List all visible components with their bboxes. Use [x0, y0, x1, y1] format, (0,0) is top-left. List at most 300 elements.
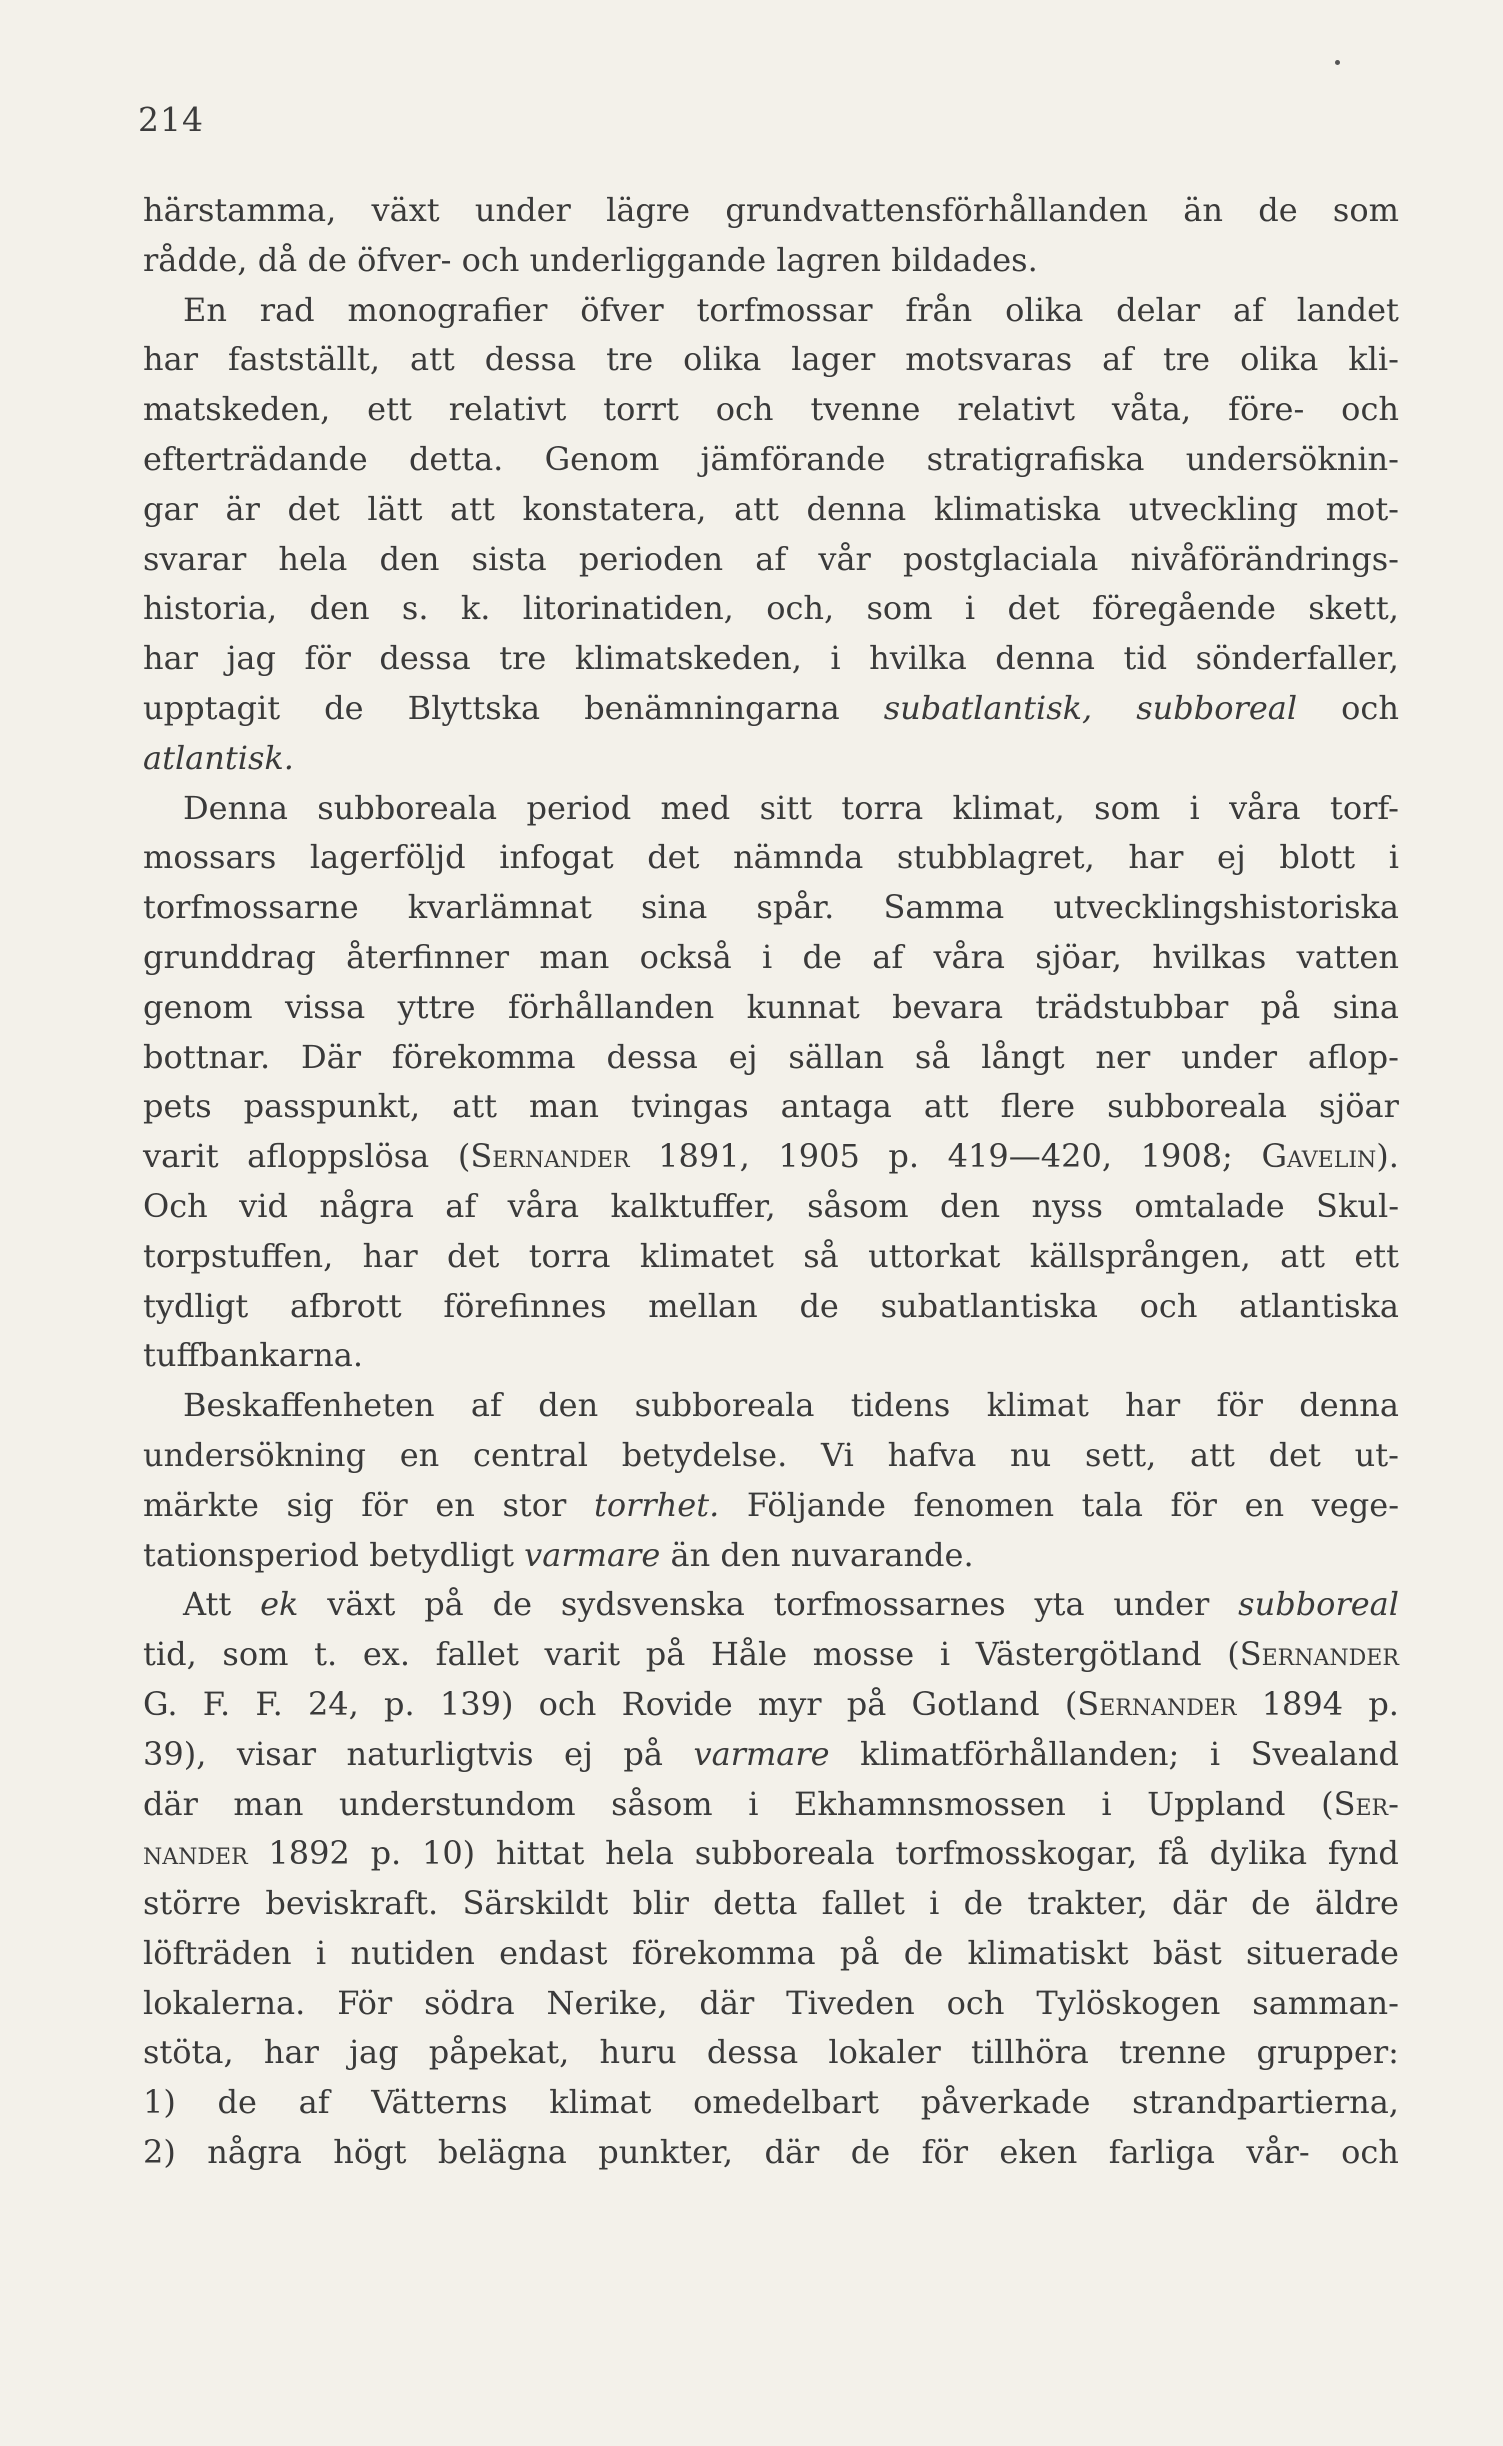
word: torfmossarne — [143, 888, 359, 927]
word: eken — [999, 2133, 1078, 2172]
word: F. — [255, 1684, 283, 1723]
word: utveckling — [1128, 489, 1299, 528]
word: föregående — [1092, 589, 1276, 628]
text-line — [143, 1680, 1399, 1730]
word: förhållanden — [507, 987, 715, 1026]
word: subboreala — [634, 1386, 815, 1425]
text-line — [143, 684, 1399, 734]
word: med — [660, 788, 731, 827]
text-line — [143, 1531, 1399, 1581]
word: Blyttska — [407, 688, 541, 727]
word: trenne — [1119, 2033, 1227, 2072]
word: det — [287, 489, 340, 528]
word: torf- — [1329, 788, 1399, 827]
word: våra — [933, 937, 1005, 976]
word: rådde, — [143, 240, 248, 279]
word: Svealand — [1250, 1734, 1399, 1773]
word: underliggande — [529, 240, 767, 279]
word: har — [263, 2033, 319, 2072]
word: påpekat, — [428, 2033, 570, 2072]
word: motsvaras — [905, 340, 1073, 379]
word: grundvattensförhållanden — [725, 191, 1148, 229]
word: dessa — [606, 1037, 698, 1076]
word: i — [939, 1635, 951, 1674]
word: mosse — [812, 1635, 915, 1674]
word: stöta, — [143, 2033, 234, 2072]
word: det — [447, 1236, 500, 1275]
word: undersöknin- — [1185, 439, 1399, 478]
word: äldre — [1314, 1884, 1399, 1923]
word: tationsperiod — [143, 1535, 360, 1574]
word: växt — [371, 191, 440, 229]
word: ett — [1354, 1236, 1399, 1275]
word: dessa — [706, 2033, 799, 2072]
text-line — [143, 734, 1399, 784]
word: Tiveden — [786, 1983, 915, 2022]
word: flere — [1000, 1087, 1076, 1126]
word: få — [1157, 1834, 1189, 1873]
word: de — [850, 2133, 891, 2172]
word: nu — [1010, 1435, 1052, 1474]
word: 1892 — [268, 1834, 350, 1873]
text-line — [143, 1381, 1399, 1431]
word: af — [470, 1386, 502, 1425]
word: den — [379, 539, 440, 578]
word: på — [645, 1635, 686, 1674]
word: s. — [401, 589, 429, 628]
word: än — [670, 1535, 711, 1574]
word: genom — [143, 987, 253, 1026]
word: p. — [1368, 1684, 1399, 1723]
word: dylika — [1209, 1834, 1308, 1873]
text-line — [143, 1979, 1399, 2029]
word: och — [1341, 390, 1399, 429]
word: fallet — [821, 1884, 905, 1923]
word: jag — [226, 639, 276, 678]
word: dessa — [484, 340, 577, 379]
word: större — [143, 1884, 242, 1923]
word: nutiden — [350, 1933, 475, 1972]
word: p. — [370, 1834, 402, 1873]
word: skett, — [1308, 589, 1399, 628]
word: och — [946, 1983, 1005, 2022]
word: där — [764, 2133, 820, 2172]
word: sjöar, — [1035, 937, 1122, 976]
word: historia, — [143, 589, 278, 628]
word: ett — [367, 390, 412, 429]
word: att — [1190, 1435, 1235, 1474]
word: Håle — [710, 1635, 788, 1674]
word: Gotland — [911, 1684, 1040, 1723]
word: betydelse. — [621, 1435, 788, 1474]
word: tre — [606, 340, 654, 379]
text-line — [143, 1879, 1399, 1929]
word: tydligt — [143, 1286, 249, 1325]
word: betydligt — [369, 1535, 514, 1574]
word: våra — [1229, 788, 1301, 827]
word: olika — [1240, 340, 1319, 379]
word: vid — [239, 1186, 288, 1225]
word: torpstuffen, — [143, 1236, 334, 1275]
word: blott — [1279, 838, 1356, 877]
word: för — [361, 1485, 408, 1524]
word: postglaciala — [902, 539, 1099, 578]
word: Vätterns — [371, 2083, 508, 2122]
word: klimatet — [639, 1236, 774, 1275]
word: Där — [300, 1037, 361, 1076]
word: Skul- — [1316, 1186, 1399, 1225]
word: tid — [1123, 639, 1168, 678]
word: stratigrafiska — [926, 439, 1145, 478]
word: Samma — [883, 888, 1005, 927]
text-line — [143, 1630, 1399, 1680]
word: efterträdande — [143, 439, 368, 478]
word: monografier — [347, 290, 548, 329]
word: såsom — [611, 1784, 713, 1823]
word: 39), — [143, 1734, 207, 1773]
word: för — [1216, 1386, 1263, 1425]
word: öfver — [580, 290, 664, 329]
word: i — [1101, 1784, 1112, 1823]
word: nivåförändrings- — [1130, 539, 1399, 578]
word: bäst — [1152, 1933, 1222, 1972]
text-line — [143, 1580, 1399, 1630]
word: sällan — [788, 1037, 885, 1076]
word: ner — [1095, 1037, 1151, 1076]
word: och — [538, 1684, 597, 1723]
word: och — [461, 240, 520, 279]
text-line — [143, 784, 1399, 834]
word: och, — [766, 589, 835, 628]
word: lagren — [776, 240, 881, 279]
word: 24, — [307, 1684, 359, 1723]
word: öfver- — [357, 240, 452, 279]
word: Rovide — [621, 1684, 733, 1723]
word: tillhöra — [971, 2033, 1089, 2072]
text-line — [143, 983, 1399, 1033]
word: har — [143, 340, 198, 379]
word: kli- — [1348, 340, 1399, 379]
page-number: 214 — [138, 100, 204, 139]
word: växt — [327, 1585, 396, 1624]
word: passpunkt, — [243, 1087, 421, 1126]
word: tvenne — [810, 390, 921, 429]
word: lägre — [606, 191, 691, 229]
word: ej — [564, 1734, 593, 1773]
word: har — [1125, 1386, 1181, 1425]
word: sina — [640, 888, 708, 927]
word: lätt — [367, 489, 423, 528]
word: ek — [260, 1585, 299, 1624]
word: varmare — [524, 1535, 661, 1574]
word: den — [940, 1186, 1001, 1225]
word: mellan — [648, 1286, 758, 1325]
word: Ekhamnsmossen — [794, 1784, 1066, 1823]
word: klimatförhållanden; — [860, 1734, 1180, 1773]
word: detta. — [408, 439, 504, 478]
text-line — [143, 1082, 1399, 1132]
word: vår — [818, 539, 871, 578]
word: 1) — [143, 2083, 176, 2122]
word: klimatskeden, — [574, 639, 802, 678]
word: under — [474, 191, 571, 229]
word: att — [923, 1087, 969, 1126]
word: i — [830, 639, 841, 678]
word: 10) — [421, 1834, 476, 1873]
word: sönderfaller, — [1195, 639, 1399, 678]
word: Att — [183, 1585, 232, 1624]
word: olika — [683, 340, 762, 379]
word: fynd — [1327, 1834, 1399, 1873]
word: omedelbart — [693, 2083, 879, 2122]
word: några — [319, 1186, 414, 1225]
word: 1894 — [1261, 1684, 1344, 1723]
word: vatten — [1296, 937, 1399, 976]
text-line — [143, 2128, 1399, 2178]
word: grupper: — [1256, 2033, 1399, 2072]
word: tidens — [850, 1386, 951, 1425]
text-line — [143, 485, 1399, 535]
word: stubblagret, — [896, 838, 1095, 877]
word: yttre — [397, 987, 476, 1026]
text-line — [143, 385, 1399, 435]
word: på — [846, 1684, 887, 1723]
word: sett, — [1085, 1435, 1157, 1474]
word: relativt — [448, 390, 567, 429]
word: För — [337, 1983, 393, 2022]
word: lokalerna. — [143, 1983, 306, 2022]
word: Följande — [746, 1485, 886, 1524]
word: mot- — [1325, 489, 1399, 528]
word: hvilka — [869, 639, 967, 678]
word: förefinnes — [443, 1286, 607, 1325]
word: har — [1128, 838, 1184, 877]
word: Och — [143, 1186, 208, 1225]
word: antaga — [780, 1087, 892, 1126]
word: samman- — [1252, 1983, 1399, 2022]
word: F. — [202, 1684, 231, 1723]
text-line — [143, 435, 1399, 485]
word: central — [473, 1435, 588, 1474]
word: subboreal — [1238, 1585, 1399, 1624]
word: och — [1341, 2133, 1399, 2172]
word: Denna — [183, 788, 288, 827]
word: torrhet. — [593, 1485, 720, 1524]
text-line — [143, 634, 1399, 684]
word: landet — [1296, 290, 1399, 329]
word: att — [450, 489, 495, 528]
word: 419—420, — [947, 1137, 1112, 1176]
word: klimat, — [952, 788, 1065, 827]
word: Genom — [544, 439, 660, 478]
word: perioden — [578, 539, 724, 578]
word: hittat — [495, 1834, 585, 1873]
word: torra — [528, 1236, 611, 1275]
word: bevara — [892, 987, 1004, 1026]
word: det — [647, 838, 700, 877]
text-line — [143, 1929, 1399, 1979]
text-line — [143, 186, 1399, 236]
text-line — [143, 1282, 1399, 1332]
word: punkter, — [598, 2133, 734, 2172]
word: tvingas — [630, 1087, 749, 1126]
word: subboreala — [694, 1834, 875, 1873]
word: långt — [981, 1037, 1065, 1076]
word: förekomma — [631, 1933, 816, 1972]
word: under — [1181, 1037, 1278, 1076]
word: mossars — [143, 838, 277, 877]
word: de — [903, 1933, 944, 1972]
text-line — [143, 1829, 1399, 1879]
word: fallet — [435, 1635, 519, 1674]
word: vissa — [284, 987, 366, 1026]
word: myr — [757, 1684, 822, 1723]
word: löfträden — [143, 1933, 292, 1972]
word: klimatiska — [933, 489, 1102, 528]
word: torrt — [603, 390, 679, 429]
word: på — [623, 1734, 663, 1773]
word: hela — [605, 1834, 674, 1873]
word: 2) — [143, 2133, 176, 2172]
word: för — [304, 639, 351, 678]
word: trakter, — [1027, 1884, 1148, 1923]
word: påverkade — [920, 2083, 1091, 2122]
word: som — [222, 1635, 289, 1674]
word: klimatiskt — [967, 1933, 1129, 1972]
word: subatlantiska — [880, 1286, 1098, 1325]
word: visar — [236, 1734, 316, 1773]
word: varit — [143, 1137, 219, 1176]
word: under — [1113, 1585, 1210, 1624]
word: och — [1139, 1286, 1198, 1325]
word: nyss — [1031, 1186, 1103, 1225]
word: atlantisk. — [143, 738, 294, 777]
word: att — [409, 340, 455, 379]
word: i — [929, 1884, 940, 1923]
text-line — [143, 1431, 1399, 1481]
word: i — [315, 1933, 327, 1972]
text-line — [143, 335, 1399, 385]
word: (Sernander — [1064, 1684, 1237, 1723]
word: detta — [713, 1884, 798, 1923]
word: beviskraft. — [265, 1884, 439, 1923]
word: är — [225, 489, 260, 528]
word: understundom — [339, 1784, 576, 1823]
word: konstatera, — [522, 489, 707, 528]
word: subboreal — [1136, 688, 1298, 727]
word: subboreala — [317, 788, 498, 827]
word: för — [1170, 1485, 1217, 1524]
word: aflop- — [1307, 1037, 1399, 1076]
word: ex. — [362, 1635, 410, 1674]
word: bottnar. — [143, 1037, 271, 1076]
word: de — [1258, 191, 1298, 229]
word: undersökning — [143, 1435, 366, 1474]
word: på — [839, 1933, 880, 1972]
word: delar — [1116, 290, 1201, 329]
text-line — [143, 1730, 1399, 1780]
word: att — [452, 1087, 497, 1126]
word: de — [799, 1286, 839, 1325]
word: atlantiska — [1239, 1286, 1399, 1325]
word: torfmosskogar, — [895, 1834, 1138, 1873]
word: Nerike, — [546, 1983, 668, 2022]
word: som — [1332, 191, 1399, 229]
word: period — [526, 788, 632, 827]
word: blir — [632, 1884, 689, 1923]
word: p. — [888, 1137, 920, 1176]
word: ut- — [1354, 1435, 1399, 1474]
word: man — [528, 1087, 599, 1126]
word: klimat — [986, 1386, 1089, 1425]
word: trädstubbar — [1035, 987, 1229, 1026]
word: denna — [1299, 1386, 1399, 1425]
word: de — [492, 1585, 533, 1624]
word: fastställt, — [227, 340, 381, 379]
word: farliga — [1108, 2133, 1215, 2172]
word: endast — [499, 1933, 608, 1972]
word: en — [399, 1435, 440, 1474]
word: omtalade — [1134, 1186, 1285, 1225]
word: man — [539, 937, 610, 976]
word: af — [445, 1186, 477, 1225]
word: t. — [314, 1635, 338, 1674]
text-line — [143, 883, 1399, 933]
word: märkte — [143, 1485, 259, 1524]
word: hvilkas — [1152, 937, 1267, 976]
word: sig — [286, 1485, 334, 1524]
word: varmare — [693, 1734, 830, 1773]
word: tid, — [143, 1635, 197, 1674]
word: den — [309, 589, 370, 628]
word: af — [872, 937, 904, 976]
word: i — [762, 937, 773, 976]
word: i — [964, 589, 976, 628]
word: Beskaffenheten — [183, 1386, 435, 1425]
text-line — [143, 833, 1399, 883]
word: i — [1189, 788, 1200, 827]
word: belägna — [437, 2133, 567, 2172]
word: denna — [995, 639, 1095, 678]
word: vege- — [1311, 1485, 1399, 1524]
paper-speck — [1335, 60, 1340, 65]
word: torra — [841, 788, 924, 827]
word: de — [324, 688, 364, 727]
word: k. — [460, 589, 491, 628]
word: nämnda — [733, 838, 864, 877]
word: den — [720, 1535, 781, 1574]
word: de — [963, 1884, 1004, 1923]
word: denna — [806, 489, 907, 528]
word: litorinatiden, — [522, 589, 734, 628]
text-line — [143, 286, 1399, 336]
text-line — [143, 2028, 1399, 2078]
word: i — [1388, 838, 1399, 877]
word: huru — [599, 2033, 677, 2072]
word: återfinner — [346, 937, 510, 976]
word: den — [538, 1386, 599, 1425]
word: nuvarande. — [790, 1535, 974, 1574]
word: Västergötland — [975, 1635, 1202, 1674]
word: källsprången, — [1029, 1236, 1251, 1275]
word: subboreala — [1107, 1087, 1287, 1126]
word: på — [424, 1585, 464, 1624]
word: södra — [424, 1983, 515, 2022]
word: som — [1094, 788, 1161, 827]
word: jag — [349, 2033, 399, 2072]
word: de — [217, 2083, 257, 2122]
word: som — [866, 589, 933, 628]
